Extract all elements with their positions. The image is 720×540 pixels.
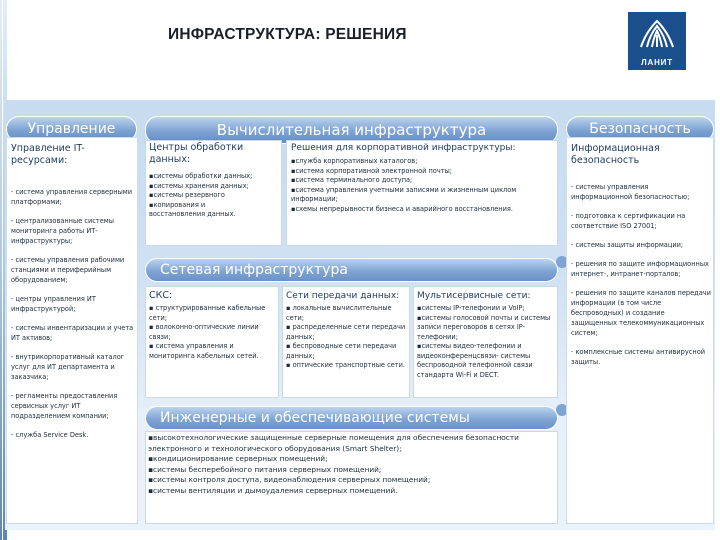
multiservice-list [417,304,555,380]
management-list [11,187,135,440]
computing-header-label: Вычислительная инфраструктура [216,121,487,139]
lanit-logo-icon [637,17,677,49]
list-item: ▪системы обработки данных; [149,172,253,180]
management-title: Управление IT-ресурсами: [11,143,85,166]
data-networks-list [286,304,406,371]
list-item: ▪ система управления и мониторинга кабельных сетей. [149,342,259,360]
list-item: ▪система корпоративной электронной почты; [291,166,453,175]
corporate-list [291,157,553,214]
list-item: - решения по защите информационных интернет-, интранет-порталов; [571,260,709,278]
logo-text: ЛАНИТ [641,58,673,67]
list-item: - регламенты предоставления сервисных услуг ИТ подразделением компании; [11,392,118,420]
scs-list [149,304,275,361]
engineering-header [145,406,558,430]
list-item: - комплексные системы антивирусной защиты. [571,348,706,366]
list-item: - централизованные системы мониторинга работы ИТ-инфраструктуры; [11,217,114,245]
list-item: ▪система терминального доступа; [291,176,413,184]
list-item: ▪системы бесперебойного питания серверных помещений; [148,464,382,474]
engineering-header-label: Инженерные и обеспечивающие системы [160,410,470,426]
list-item: - системы защиты информации; [571,241,684,249]
list-item: ▪ оптические транспортные сети. [286,361,405,369]
list-item: - решения по защите каналов передачи информации (в том числе беспроводных) и создание защищенных телекоммуникационных систем; [571,289,711,337]
list-item: ▪ беспроводные сети передачи данных; [286,342,397,360]
security-header-label: Безопасность [589,121,691,137]
list-item: ▪кондиционирование серверных помещений; [148,454,328,463]
list-item: ▪ структурированные кабельные сети; [149,304,266,322]
list-item: ▪высокотехнологические защищенные серверные помещения для обеспечения безопасности электронного и технологического оборудования (Smart Shelter); [148,433,519,453]
datacenters-list [149,172,279,220]
list-item: ▪системы IP-телефонии и VoIP; [417,304,525,312]
list-item: - подготовка к сертификации на соответствие ISO 27001; [571,212,686,230]
list-item: восстановления данных. [149,210,236,218]
security-list [571,182,711,367]
engineering-list [148,433,538,496]
list-item: - центры управления ИТ инфраструктурой; [11,295,96,313]
list-item: ▪системы хранения данных; [149,181,249,190]
list-item: ▪системы резервного [149,191,225,199]
list-item: - система управления серверными платформами; [11,188,133,206]
list-item: ▪системы контроля доступа, видеонаблюдения серверных помещений; [148,475,431,484]
list-item: - внутрикорпоративный каталог услуг для ИТ департамента и заказчика; [11,353,125,381]
data-networks-title: Сети передачи данных: [286,291,400,301]
list-item: ▪ волоконно-оптические линии связи; [149,323,259,341]
datacenters-title: Центры обработки данных: [149,142,244,165]
list-item: ▪система управления учетными записями и жизненным циклом информации; [291,185,517,203]
corporate-title: Решения для корпоративной инфраструктуры: [291,143,516,153]
scs-title: СКС: [149,290,173,301]
list-item: ▪системы видео-телефонии и видеоконференцсвязи- системы беспроводной телефонной связи стандарта Wi-Fi и DECT. [417,342,533,379]
multiservice-title: Мультисервисные сети: [417,291,531,301]
list-item: ▪схемы непрерывности бизнеса и аварийного восстановления. [291,204,513,213]
list-item: ▪системы вентиляции и дымоудаления серверных помещений. [148,485,398,495]
list-item: ▪системы голосовой почты и системы записи переговоров в сетях IP-телефонии; [417,313,551,341]
list-item: - системы инвентаризации и учета ИТ активов; [11,324,134,342]
list-item: - системы управления информационной безопасностью; [571,183,690,201]
page-title: ИНФРАСТРУКТУРА: РЕШЕНИЯ [168,26,407,43]
network-header [145,258,558,282]
lanit-logo [628,12,686,70]
security-title: Информационная безопасность [571,143,660,166]
list-item: - системы управления рабочими станциями и периферийным оборудованием; [11,256,125,284]
management-header-label: Управление [27,121,116,137]
list-item: ▪копирования и [149,200,206,209]
list-item: ▪ локальные вычислительные сети; [286,304,392,322]
network-header-label: Сетевая инфраструктура [160,262,348,278]
list-item: ▪служба корпоративных каталогов; [291,157,418,165]
list-item: - служба Service Desk. [11,431,89,439]
list-item: ▪ распределенные сети передачи данных; [286,323,406,341]
